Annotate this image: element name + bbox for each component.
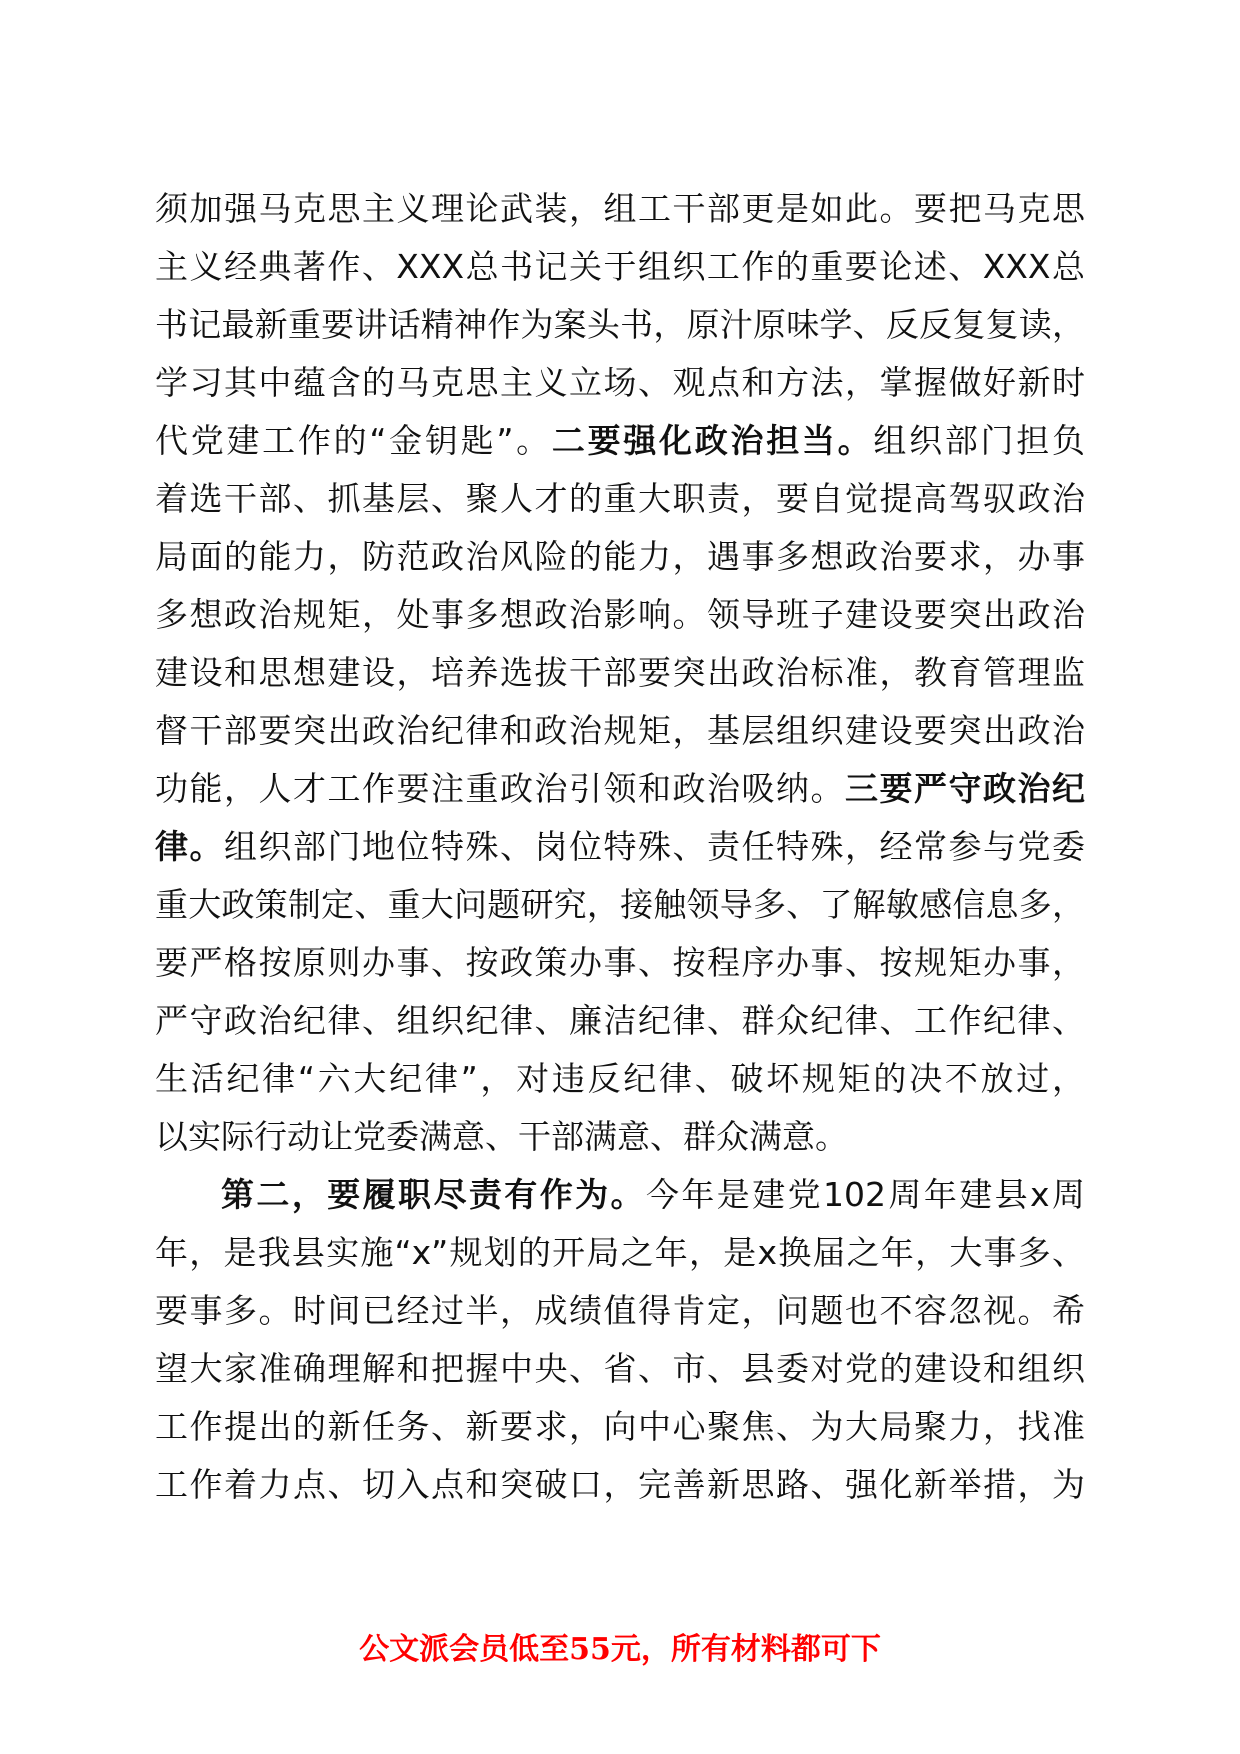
text-line <box>155 934 1085 992</box>
text-line <box>155 470 1085 528</box>
text-line <box>155 1050 1085 1108</box>
body-text: 以实际行动让党委满意、干部满意、群众满意。 <box>155 1117 848 1156</box>
body-text: 多想政治规矩，处事多想政治影响。领导班子建设要突出政治 <box>155 595 1085 634</box>
body-text: 要严格按原则办事、按政策办事、按程序办事、按规矩办事， <box>155 943 1085 982</box>
text-line <box>155 1398 1085 1456</box>
body-text: 严守政治纪律、组织纪律、廉洁纪律、群众纪律、工作纪律、 <box>155 1001 1085 1040</box>
bold-heading-text: 三要严守政治纪 <box>845 769 1085 808</box>
body-text: 要事多。时间已经过半，成绩值得肯定，问题也不容忽视。希 <box>155 1291 1085 1330</box>
body-text: 生活纪律“六大纪律”，对违反纪律、破坏规矩的决不放过， <box>155 1059 1085 1098</box>
text-line <box>155 818 1085 876</box>
text-line <box>155 586 1085 644</box>
text-line <box>155 1166 1085 1224</box>
body-text: 望大家准确理解和把握中央、省、市、县委对党的建设和组织 <box>155 1349 1085 1388</box>
body-text: 局面的能力，防范政治风险的能力，遇事多想政治要求，办事 <box>155 537 1085 576</box>
body-text: 重大政策制定、重大问题研究，接触领导多、了解敏感信息多， <box>155 885 1085 924</box>
body-text: 着选干部、抓基层、聚人才的重大职责，要自觉提高驾驭政治 <box>155 479 1085 518</box>
body-text: 功能，人才工作要注重政治引领和政治吸纳。 <box>155 769 845 808</box>
body-text: 学习其中蕴含的马克思主义立场、观点和方法，掌握做好新时 <box>155 363 1085 402</box>
body-text: 主义经典著作、XXX总书记关于组织工作的重要论述、XXX总 <box>155 247 1085 286</box>
bold-heading-text: 第二，要履职尽责有作为。 <box>221 1175 646 1214</box>
bold-heading-text: 律。 <box>155 827 224 866</box>
text-line <box>155 180 1085 238</box>
text-line <box>155 354 1085 412</box>
document-body <box>155 180 1085 1514</box>
bold-heading-text: 二要强化政治担当。 <box>551 421 874 460</box>
text-line <box>155 876 1085 934</box>
body-text: 工作着力点、切入点和突破口，完善新思路、强化新举措，为 <box>155 1465 1085 1504</box>
text-line <box>155 528 1085 586</box>
text-line <box>155 296 1085 354</box>
text-line <box>155 1108 1085 1166</box>
text-line <box>155 1224 1085 1282</box>
body-text: 年，是我县实施“x”规划的开局之年，是x换届之年，大事多、 <box>155 1233 1085 1272</box>
text-line <box>155 1282 1085 1340</box>
body-text: 代党建工作的“金钥匙”。 <box>155 421 552 460</box>
text-line <box>155 1456 1085 1514</box>
body-text: 今年是建党102周年建县x周 <box>645 1175 1085 1214</box>
text-line <box>155 238 1085 296</box>
text-line <box>155 702 1085 760</box>
body-text: 建设和思想建设，培养选拔干部要突出政治标准，教育管理监 <box>155 653 1085 692</box>
text-line <box>155 644 1085 702</box>
text-line <box>155 412 1085 470</box>
text-line <box>155 1340 1085 1398</box>
text-line <box>155 760 1085 818</box>
body-text: 工作提出的新任务、新要求，向中心聚焦、为大局聚力，找准 <box>155 1407 1085 1446</box>
body-text: 督干部要突出政治纪律和政治规矩，基层组织建设要突出政治 <box>155 711 1085 750</box>
body-text: 组织部门担负 <box>873 421 1086 460</box>
footer-advertisement[interactable]: 公文派会员低至55元，所有材料都可下 <box>359 1632 881 1667</box>
text-line <box>155 992 1085 1050</box>
body-text: 组织部门地位特殊、岗位特殊、责任特殊，经常参与党委 <box>224 827 1085 866</box>
body-text: 须加强马克思主义理论武装，组工干部更是如此。要把马克思 <box>155 189 1085 228</box>
body-text: 书记最新重要讲话精神作为案头书，原汁原味学、反反复复读， <box>155 305 1085 344</box>
